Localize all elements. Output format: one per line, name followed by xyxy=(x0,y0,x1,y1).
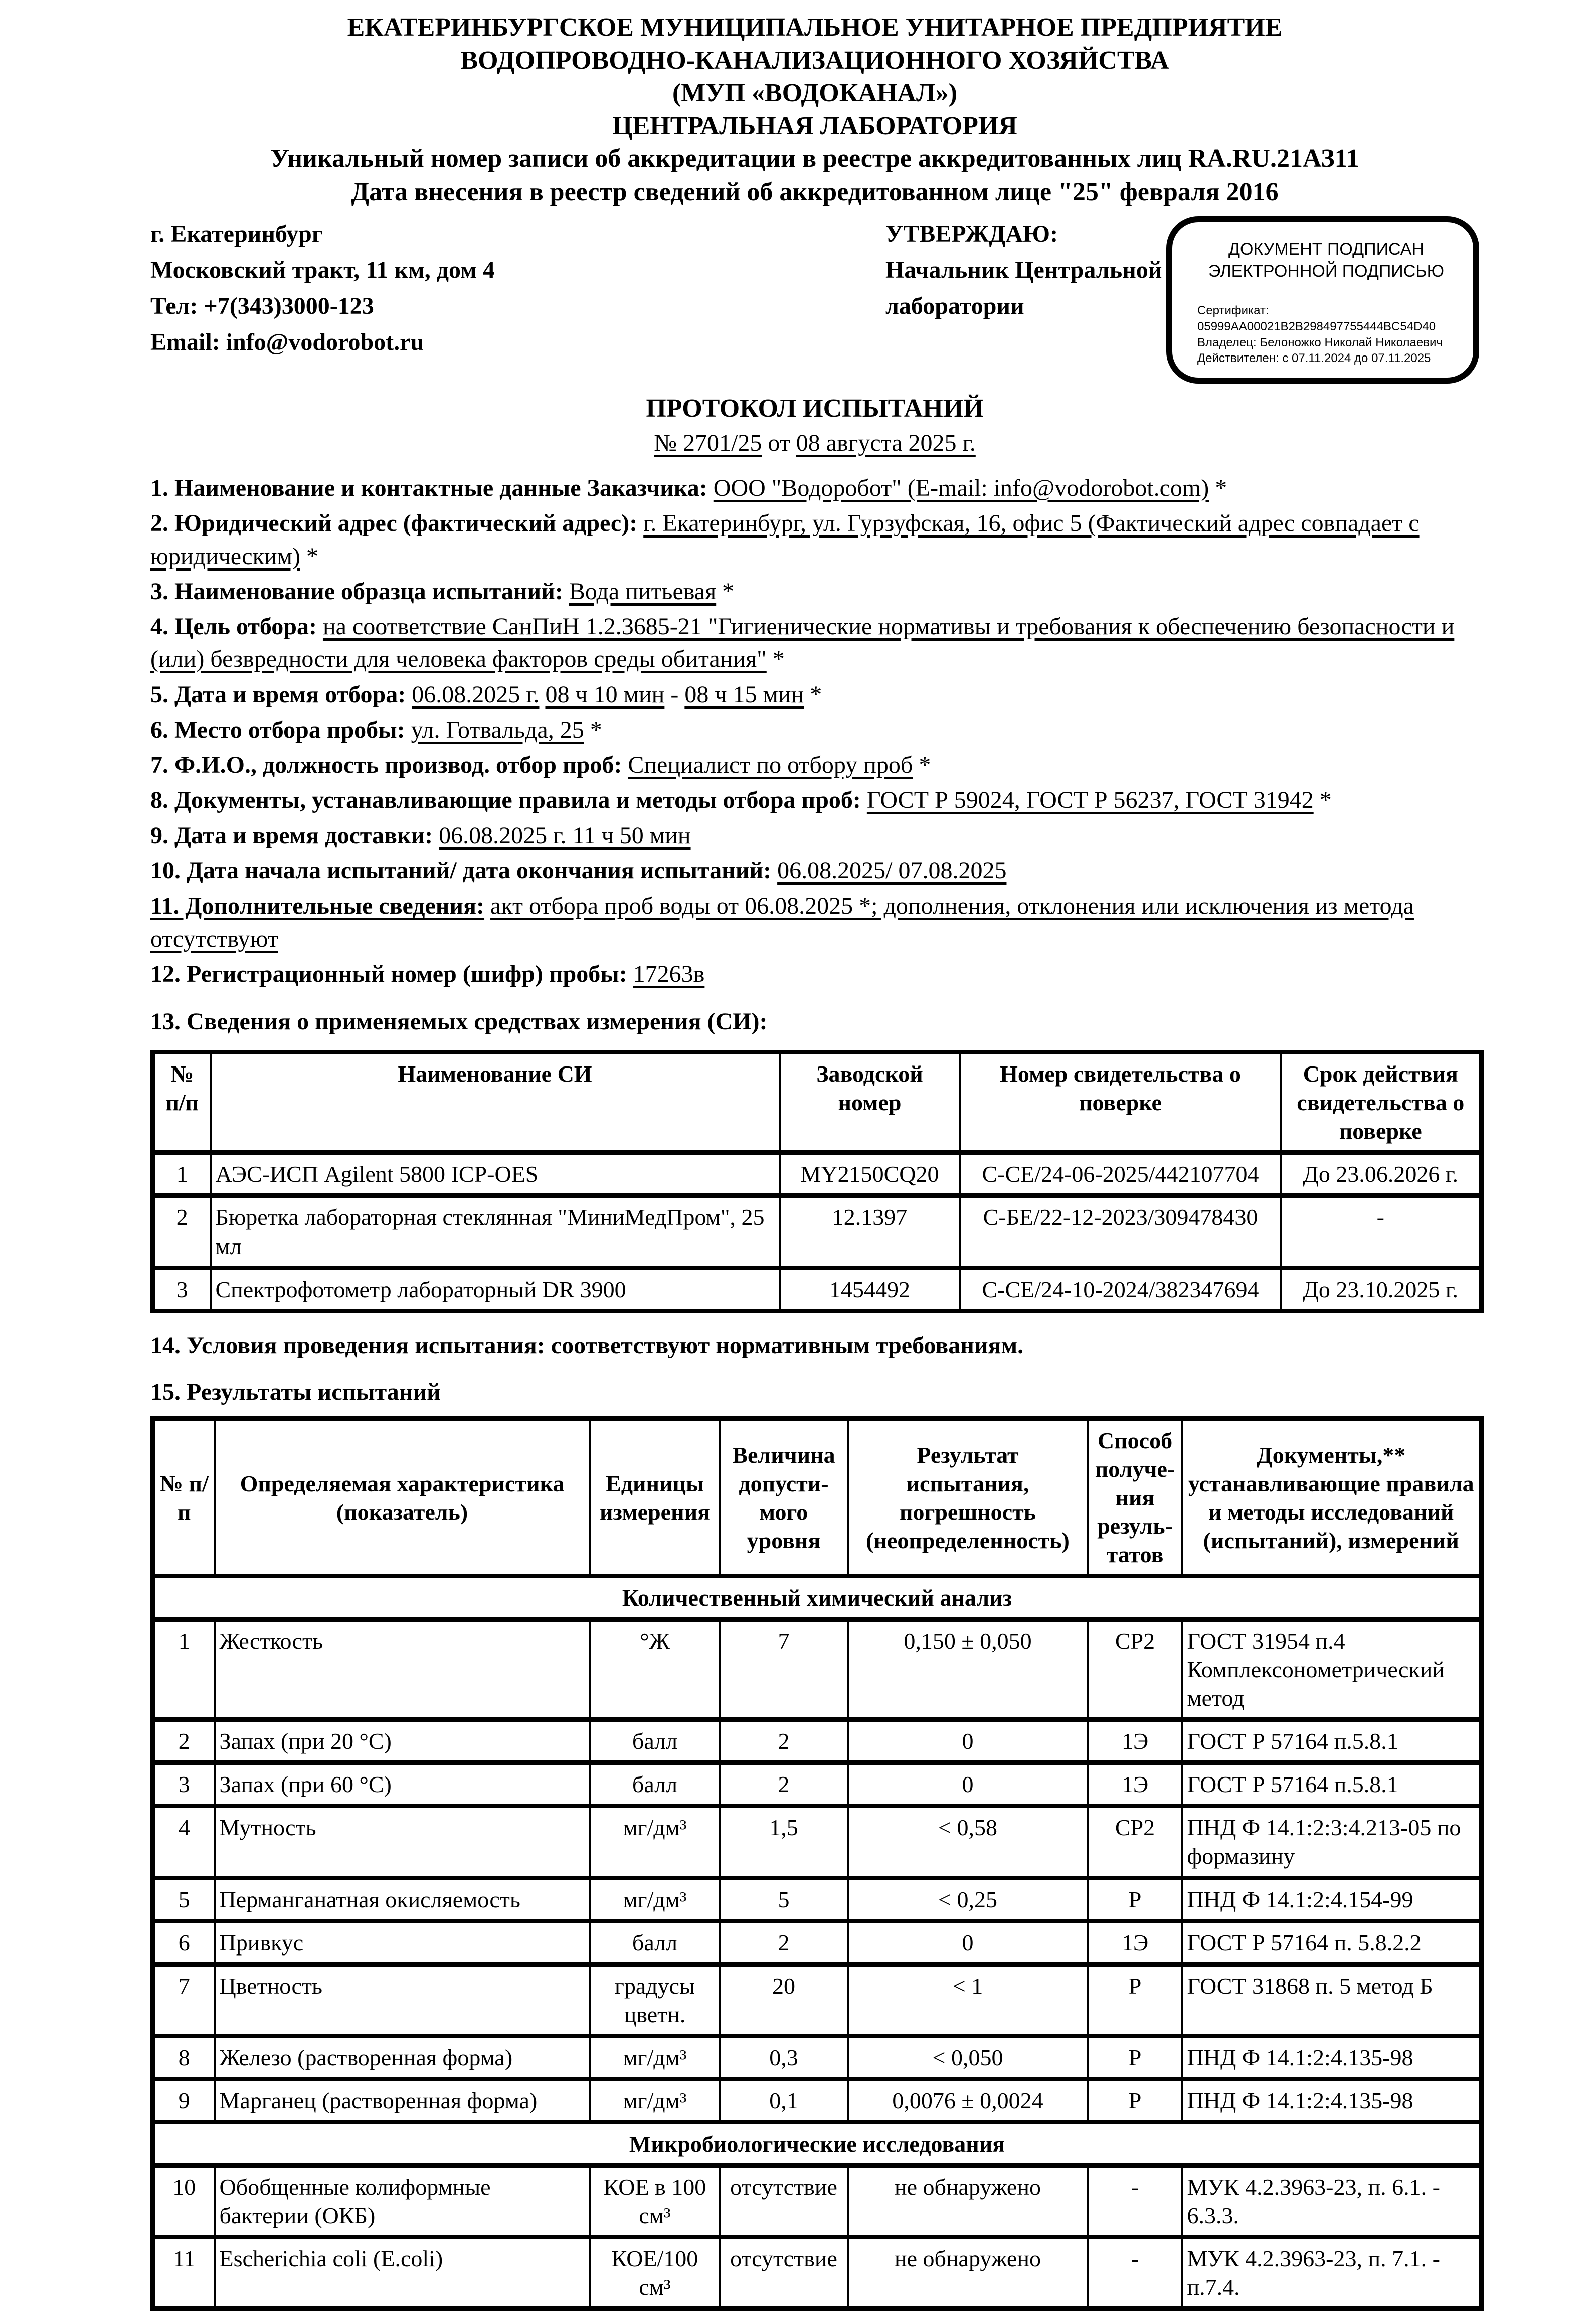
protocol-item xyxy=(150,749,1479,781)
result-cell: < 0,25 xyxy=(848,1878,1088,1921)
org-name-line: (МУП «ВОДОКАНАЛ») xyxy=(672,79,958,108)
item-value: ул. Готвальда, 25 xyxy=(411,716,584,743)
result-cell: ГОСТ 31868 п. 5 метод Б xyxy=(1182,1964,1482,2036)
stamp-title-line: ДОКУМЕНТ ПОДПИСАН xyxy=(1228,240,1425,259)
result-cell: 1Э xyxy=(1088,1720,1182,1763)
contacts-phone: Тел: +7(343)3000-123 xyxy=(150,293,374,320)
item-value: ООО "Водоробот" (E-mail: info@vodorobot.com) xyxy=(713,475,1209,502)
result-cell: ПНД Ф 14.1:2:3:4.213-05 по формазину xyxy=(1182,1806,1482,1878)
result-cell: 20 xyxy=(720,1964,848,2036)
signature-stamp xyxy=(1166,216,1479,384)
result-cell: КОЕ/100 см³ xyxy=(590,2237,720,2308)
result-cell: не обнаружено xyxy=(848,2237,1088,2308)
result-cell: 9 xyxy=(153,2079,215,2122)
approval-line: УТВЕРЖДАЮ: xyxy=(885,221,1058,248)
section-15-label: 15. Результаты испытаний xyxy=(150,1378,441,1405)
result-cell: СР2 xyxy=(1088,1806,1182,1878)
protocol-item xyxy=(150,472,1479,504)
stamp-certificate: Сертификат: 05999AA00021B2B298497755444BC54D40 xyxy=(1197,304,1436,334)
result-cell: Железо (растворенная форма) xyxy=(215,2036,590,2079)
approval-line: лаборатории xyxy=(885,293,1024,320)
info-row xyxy=(150,216,1479,384)
protocol-item xyxy=(150,958,1479,990)
item-label: 7. Ф.И.О., должность производ. отбор проб: xyxy=(150,752,622,779)
results-header-cell: Величина допусти-мого уровня xyxy=(720,1419,848,1576)
result-row xyxy=(153,2036,1482,2079)
result-cell: 0 xyxy=(848,1720,1088,1763)
item-value: 06.08.2025/ 07.08.2025 xyxy=(777,857,1007,884)
result-cell: ПНД Ф 14.1:2:4.135-98 xyxy=(1182,2079,1482,2122)
result-row xyxy=(153,1720,1482,1763)
result-row xyxy=(153,1921,1482,1964)
item-value: - xyxy=(664,681,685,708)
result-cell: балл xyxy=(590,1921,720,1964)
contacts-email: Email: info@vodorobot.ru xyxy=(150,329,424,356)
org-lab-line: ЦЕНТРАЛЬНАЯ ЛАБОРАТОРИЯ xyxy=(612,111,1017,140)
si-header-cell: № п/п xyxy=(153,1052,211,1153)
result-row xyxy=(153,2079,1482,2122)
result-cell: 1 xyxy=(153,1620,215,1720)
item-value: * xyxy=(913,752,931,779)
item-value xyxy=(539,681,545,708)
result-cell: 4 xyxy=(153,1806,215,1878)
item-label: 10. Дата начала испытаний/ дата окончания испытаний: xyxy=(150,857,772,884)
result-cell: мг/дм³ xyxy=(590,2079,720,2122)
result-cell: ГОСТ 31954 п.4 Комплексонометрический метод xyxy=(1182,1620,1482,1720)
si-cell: Бюретка лабораторная стеклянная "МиниМедПром", 25 мл xyxy=(211,1196,780,1268)
result-cell: - xyxy=(1088,2165,1182,2237)
result-cell: 7 xyxy=(153,1964,215,2036)
result-cell: < 0,58 xyxy=(848,1806,1088,1878)
document-number xyxy=(150,429,1479,457)
item-value: * xyxy=(1313,787,1332,814)
si-header-cell: Наименование СИ xyxy=(211,1052,780,1153)
approval-line: Начальник Центральной xyxy=(885,257,1162,284)
protocol-number-conjunction: от xyxy=(768,430,790,457)
contacts-address: Московский тракт, 11 км, дом 4 xyxy=(150,257,495,284)
protocol-item xyxy=(150,890,1479,955)
protocol-item xyxy=(150,819,1479,852)
result-cell: 5 xyxy=(153,1878,215,1921)
result-cell: отсутствие xyxy=(720,2237,848,2308)
result-cell: 0 xyxy=(848,1921,1088,1964)
result-cell: мг/дм³ xyxy=(590,1878,720,1921)
result-cell: 0,150 ± 0,050 xyxy=(848,1620,1088,1720)
accreditation-date-line: Дата внесения в реестр сведений об аккредитованном лице "25" февраля 2016 xyxy=(351,177,1279,206)
protocol-items xyxy=(150,472,1479,990)
si-table xyxy=(150,1050,1484,1313)
protocol-number: № 2701/25 xyxy=(654,430,762,457)
section-13-label: 13. Сведения о применяемых средствах измерения (СИ): xyxy=(150,1008,768,1035)
item-value: 08 ч 15 мин xyxy=(684,681,804,708)
protocol-item xyxy=(150,610,1479,676)
item-label: 8. Документы, устанавливающие правила и методы отбора проб: xyxy=(150,787,861,814)
result-cell: ПНД Ф 14.1:2:4.135-98 xyxy=(1182,2036,1482,2079)
item-value: * xyxy=(1209,475,1227,502)
result-cell: 1Э xyxy=(1088,1763,1182,1806)
results-section-title: Микробиологические исследования xyxy=(153,2122,1482,2165)
result-cell: < 1 xyxy=(848,1964,1088,2036)
si-cell: С-БЕ/22-12-2023/309478430 xyxy=(960,1196,1281,1268)
result-cell: 1Э xyxy=(1088,1921,1182,1964)
si-cell: До 23.10.2025 г. xyxy=(1281,1268,1482,1311)
protocol-item xyxy=(150,575,1479,608)
item-label: 2. Юридический адрес (фактический адрес): xyxy=(150,510,638,537)
result-cell: Привкус xyxy=(215,1921,590,1964)
result-cell: Цветность xyxy=(215,1964,590,2036)
si-row xyxy=(153,1268,1482,1311)
result-cell: Обобщенные колиформные бактерии (ОКБ) xyxy=(215,2165,590,2237)
result-cell: 5 xyxy=(720,1878,848,1921)
result-row xyxy=(153,2237,1482,2308)
result-cell: Запах (при 20 °С) xyxy=(215,1720,590,1763)
result-row xyxy=(153,1878,1482,1921)
si-cell: - xyxy=(1281,1196,1482,1268)
result-cell: Р xyxy=(1088,2079,1182,2122)
result-cell: Марганец (растворенная форма) xyxy=(215,2079,590,2122)
item-label: 3. Наименование образца испытаний: xyxy=(150,578,563,605)
protocol-item xyxy=(150,507,1479,573)
stamp-title xyxy=(1197,238,1455,282)
result-cell: Р xyxy=(1088,1964,1182,2036)
item-value: 06.08.2025 г. xyxy=(412,681,540,708)
result-cell: Перманганатная окисляемость xyxy=(215,1878,590,1921)
item-label: 9. Дата и время доставки: xyxy=(150,822,433,849)
stamp-title-line: ЭЛЕКТРОННОЙ ПОДПИСЬЮ xyxy=(1208,262,1444,281)
si-cell: Спектрофотометр лабораторный DR 3900 xyxy=(211,1268,780,1311)
result-row xyxy=(153,1620,1482,1720)
result-cell: 3 xyxy=(153,1763,215,1806)
result-cell: Р xyxy=(1088,1878,1182,1921)
result-cell: МУК 4.2.3963-23, п. 7.1. - п.7.4. xyxy=(1182,2237,1482,2308)
si-cell: С-СЕ/24-10-2024/382347694 xyxy=(960,1268,1281,1311)
result-cell: ГОСТ Р 57164 п.5.8.1 xyxy=(1182,1763,1482,1806)
org-header xyxy=(150,11,1479,208)
result-cell: Escherichia coli (E.coli) xyxy=(215,2237,590,2308)
result-cell: 0,0076 ± 0,0024 xyxy=(848,2079,1088,2122)
result-cell: Р xyxy=(1088,2036,1182,2079)
results-header-cell: Единицы измерения xyxy=(590,1419,720,1576)
si-header-cell: Заводской номер xyxy=(780,1052,960,1153)
results-header-cell: Способ получе-ния резуль-татов xyxy=(1088,1419,1182,1576)
contacts-block xyxy=(150,216,885,384)
result-row xyxy=(153,1763,1482,1806)
result-cell: балл xyxy=(590,1720,720,1763)
org-name-line: ВОДОПРОВОДНО-КАНАЛИЗАЦИОННОГО ХОЗЯЙСТВА xyxy=(460,46,1169,75)
stamp-validity: Действителен: с 07.11.2024 до 07.11.2025 xyxy=(1197,351,1431,366)
result-cell: СР2 xyxy=(1088,1620,1182,1720)
result-cell: 2 xyxy=(720,1720,848,1763)
result-cell: Запах (при 60 °С) xyxy=(215,1763,590,1806)
section-14-label: 14. Условия проведения испытания: соответствуют нормативным требованиям. xyxy=(150,1332,1024,1359)
results-header-cell: № п/п xyxy=(153,1419,215,1576)
si-cell: 1454492 xyxy=(780,1268,960,1311)
result-cell: °Ж xyxy=(590,1620,720,1720)
result-cell: 11 xyxy=(153,2237,215,2308)
si-cell: До 23.06.2026 г. xyxy=(1281,1153,1482,1196)
result-cell: 6 xyxy=(153,1921,215,1964)
result-cell: 7 xyxy=(720,1620,848,1720)
item-value: 08 ч 10 мин xyxy=(545,681,665,708)
result-row xyxy=(153,1964,1482,2036)
item-value: г. Екатеринбург, ул. Гурзуфская, 16, офис 5 (Фактический адрес совпадает с юридическим) xyxy=(150,510,1420,570)
item-label: 11. Дополнительные сведения: xyxy=(150,893,485,920)
stamp-owner: Владелец: Белоножко Николай Николаевич xyxy=(1197,335,1443,349)
result-cell: 10 xyxy=(153,2165,215,2237)
protocol-item xyxy=(150,854,1479,887)
result-cell: Мутность xyxy=(215,1806,590,1878)
si-cell: С-СЕ/24-06-2025/442107704 xyxy=(960,1153,1281,1196)
result-cell: 1,5 xyxy=(720,1806,848,1878)
result-row xyxy=(153,1806,1482,1878)
result-cell: мг/дм³ xyxy=(590,2036,720,2079)
result-cell: ГОСТ Р 57164 п.5.8.1 xyxy=(1182,1720,1482,1763)
result-cell: - xyxy=(1088,2237,1182,2308)
result-cell: 0,1 xyxy=(720,2079,848,2122)
results-header-cell: Результат испытания, погрешность (неопределенность) xyxy=(848,1419,1088,1576)
si-cell: 2 xyxy=(153,1196,211,1268)
item-value: Вода питьевая xyxy=(569,578,717,605)
result-cell: 2 xyxy=(720,1763,848,1806)
item-label: 4. Цель отбора: xyxy=(150,613,317,640)
result-cell: 2 xyxy=(153,1720,215,1763)
si-header-cell: Срок действия свидетельства о поверке xyxy=(1281,1052,1482,1153)
result-cell: градусы цветн. xyxy=(590,1964,720,2036)
accreditation-number-line: Уникальный номер записи об аккредитации в реестре аккредитованных лиц RA.RU.21АЗ11 xyxy=(270,144,1359,173)
item-value: 06.08.2025 г. 11 ч 50 мин xyxy=(439,822,691,849)
item-value: * xyxy=(716,578,735,605)
item-value: на соответствие СанПиН 1.2.3685-21 "Гигиенические нормативы и требования к обеспечению безопасности и (или) безвредности для человека факторов среды обитания" xyxy=(150,613,1455,673)
item-value: ГОСТ Р 59024, ГОСТ Р 56237, ГОСТ 31942 xyxy=(866,787,1314,814)
result-cell: ПНД Ф 14.1:2:4.154-99 xyxy=(1182,1878,1482,1921)
item-value: Специалист по отбору проб xyxy=(628,752,913,779)
result-cell: 0,3 xyxy=(720,2036,848,2079)
result-cell: 8 xyxy=(153,2036,215,2079)
result-cell: МУК 4.2.3963-23, п. 6.1. - 6.3.3. xyxy=(1182,2165,1482,2237)
results-table xyxy=(150,1416,1484,2311)
result-cell: балл xyxy=(590,1763,720,1806)
item-value: * xyxy=(804,681,822,708)
si-cell: 3 xyxy=(153,1268,211,1311)
si-row xyxy=(153,1196,1482,1268)
protocol-item xyxy=(150,784,1479,816)
si-row xyxy=(153,1153,1482,1196)
si-header-cell: Номер свидетельства о поверке xyxy=(960,1052,1281,1153)
result-cell: ГОСТ Р 57164 п. 5.8.2.2 xyxy=(1182,1921,1482,1964)
results-section-row xyxy=(153,1576,1482,1620)
protocol-date: 08 августа 2025 г. xyxy=(796,430,976,457)
si-cell: 12.1397 xyxy=(780,1196,960,1268)
approval-block xyxy=(885,216,1166,384)
result-cell: < 0,050 xyxy=(848,2036,1088,2079)
results-section-title: Количественный химический анализ xyxy=(153,1576,1482,1620)
result-row xyxy=(153,2165,1482,2237)
result-cell: КОЕ в 100 см³ xyxy=(590,2165,720,2237)
si-cell: 1 xyxy=(153,1153,211,1196)
result-cell: Жесткость xyxy=(215,1620,590,1720)
result-cell: 0 xyxy=(848,1763,1088,1806)
result-cell: 2 xyxy=(720,1921,848,1964)
si-cell: MY2150CQ20 xyxy=(780,1153,960,1196)
protocol-item xyxy=(150,678,1479,711)
result-cell: отсутствие xyxy=(720,2165,848,2237)
results-header-row xyxy=(153,1419,1482,1576)
stamp-details xyxy=(1197,303,1455,367)
protocol-item xyxy=(150,714,1479,746)
item-label: 12. Регистрационный номер (шифр) пробы: xyxy=(150,960,627,987)
document-title: ПРОТОКОЛ ИСПЫТАНИЙ xyxy=(646,394,984,423)
results-header-cell: Определяемая характеристика (показатель) xyxy=(215,1419,590,1576)
item-label: 6. Место отбора пробы: xyxy=(150,716,405,743)
result-cell: не обнаружено xyxy=(848,2165,1088,2237)
org-name-line: ЕКАТЕРИНБУРГСКОЕ МУНИЦИПАЛЬНОЕ УНИТАРНОЕ ПРЕДПРИЯТИЕ xyxy=(347,13,1283,42)
item-value: * xyxy=(584,716,602,743)
item-value: 17263в xyxy=(633,960,705,987)
si-cell: АЭС-ИСП Agilent 5800 ICP-OES xyxy=(211,1153,780,1196)
item-label: 1. Наименование и контактные данные Заказчика: xyxy=(150,475,707,502)
item-value: * xyxy=(300,543,318,570)
results-header-cell: Документы,** устанавливающие правила и методы исследований (испытаний), измерений xyxy=(1182,1419,1482,1576)
item-value: акт отбора проб воды от 06.08.2025 *; дополнения, отклонения или исключения из метода отсутствуют xyxy=(150,893,1414,952)
item-label: 5. Дата и время отбора: xyxy=(150,681,406,708)
item-value: * xyxy=(766,646,785,673)
si-header-row xyxy=(153,1052,1482,1153)
results-section-row xyxy=(153,2122,1482,2165)
contacts-city: г. Екатеринбург xyxy=(150,221,323,248)
result-cell: мг/дм³ xyxy=(590,1806,720,1878)
